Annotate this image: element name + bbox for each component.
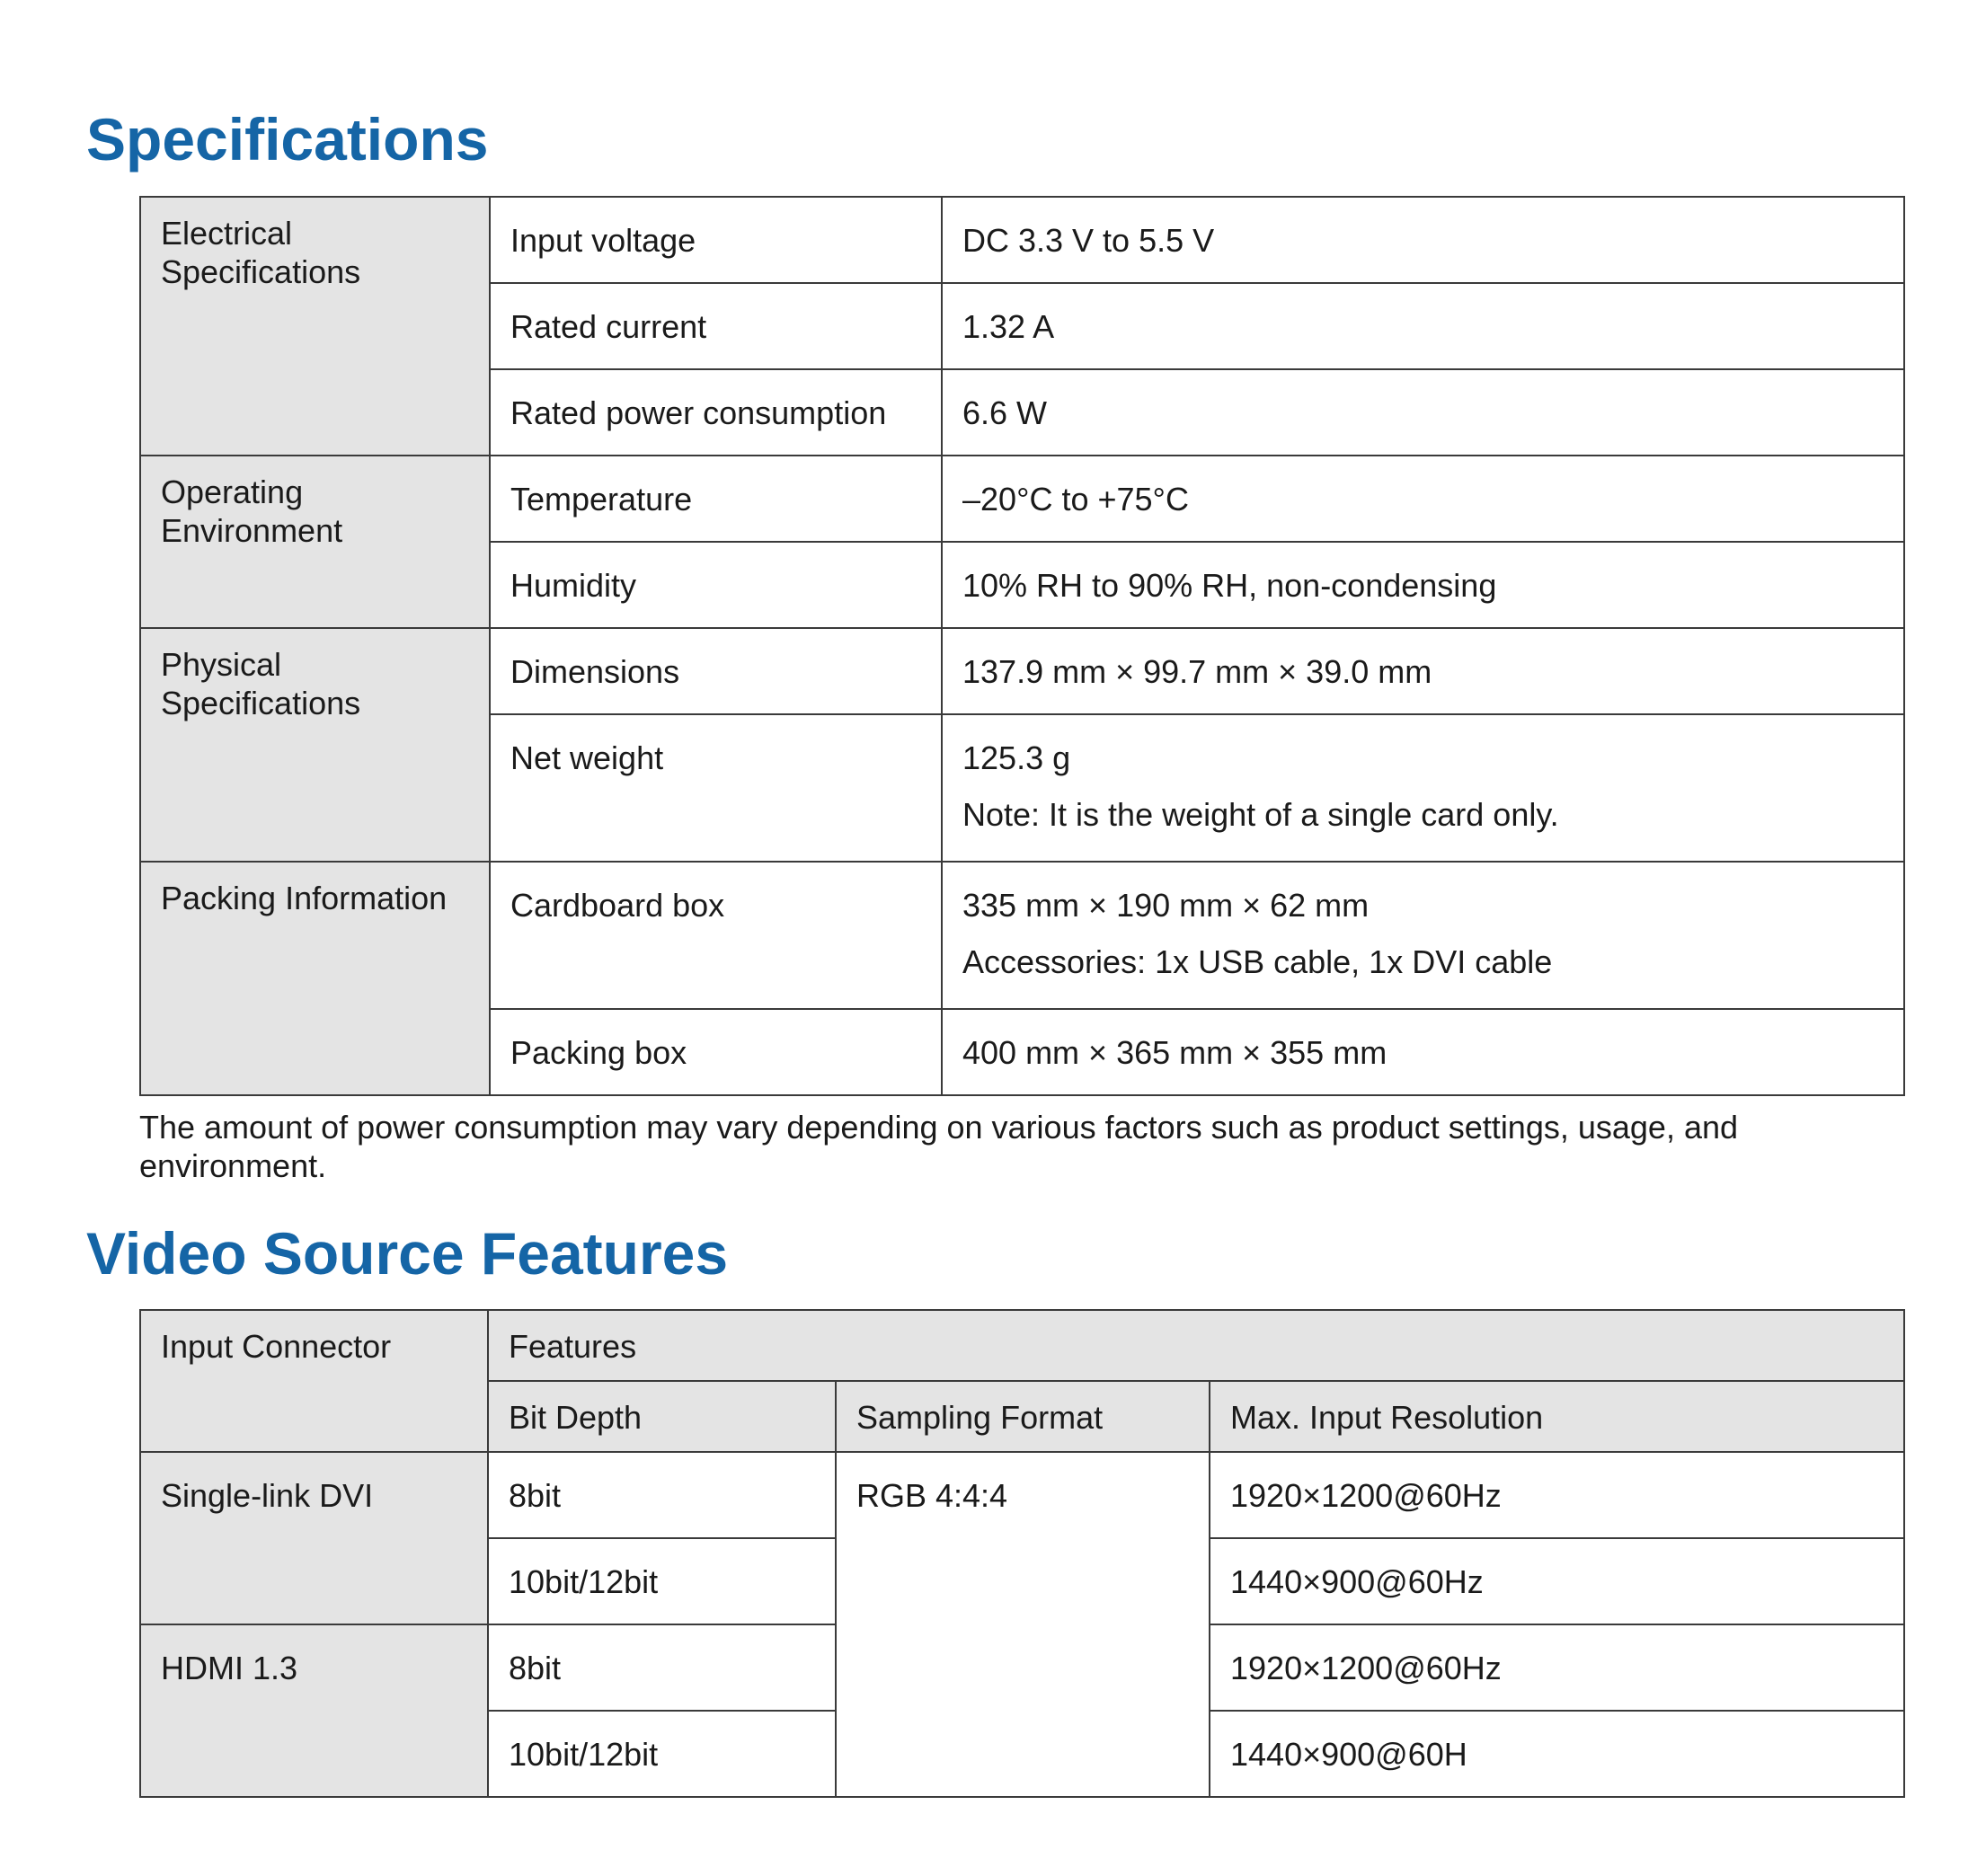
bit-depth-cell: 10bit/12bit [488, 1711, 836, 1797]
value-note: Note: It is the weight of a single card only. [962, 796, 1559, 834]
value-cell: DC 3.3 V to 5.5 V [942, 197, 1904, 283]
connector-hdmi: HDMI 1.3 [140, 1624, 488, 1797]
table-row [140, 862, 1904, 1009]
header-input-connector: Input Connector [140, 1310, 488, 1452]
sampling-format-cell: RGB 4:4:4 [836, 1452, 1210, 1797]
category-operating-environment [140, 456, 490, 628]
value-cell [942, 862, 1904, 1009]
specifications-heading: Specifications [86, 106, 489, 173]
category-packing [140, 862, 490, 1095]
value-cell: 1.32 A [942, 283, 1904, 369]
param-cell: Input voltage [490, 197, 942, 283]
table-header-row [140, 1310, 1904, 1381]
table-row [140, 1452, 1904, 1538]
param-cell: Packing box [490, 1009, 942, 1095]
value-cell: 400 mm × 365 mm × 355 mm [942, 1009, 1904, 1095]
resolution-cell: 1920×1200@60Hz [1210, 1452, 1904, 1538]
value-text: 125.3 g [962, 739, 1071, 776]
bit-depth-cell: 8bit [488, 1452, 836, 1538]
param-cell: Temperature [490, 456, 942, 542]
value-cell [942, 714, 1904, 862]
value-cell: 10% RH to 90% RH, non-condensing [942, 542, 1904, 628]
value-text: 335 mm × 190 mm × 62 mm [962, 887, 1370, 924]
category-label: Packing Information [161, 880, 448, 916]
param-cell: Humidity [490, 542, 942, 628]
power-footnote: The amount of power consumption may vary depending on various factors such as product settings, usage, and environment. [139, 1109, 1739, 1184]
header-max-input-resolution: Max. Input Resolution [1210, 1381, 1904, 1452]
specifications-table [139, 196, 1905, 1096]
param-cell: Net weight [490, 714, 942, 862]
resolution-cell: 1440×900@60H [1210, 1711, 1904, 1797]
param-cell: Rated power consumption [490, 369, 942, 456]
param-cell: Dimensions [490, 628, 942, 714]
value-cell: 137.9 mm × 99.7 mm × 39.0 mm [942, 628, 1904, 714]
header-bit-depth: Bit Depth [488, 1381, 836, 1452]
video-source-heading: Video Source Features [86, 1220, 729, 1287]
bit-depth-cell: 10bit/12bit [488, 1538, 836, 1624]
category-label: Electrical Specifications [161, 215, 361, 291]
table-row [140, 197, 1904, 283]
bit-depth-cell: 8bit [488, 1624, 836, 1711]
resolution-cell: 1440×900@60Hz [1210, 1538, 1904, 1624]
value-cell: 6.6 W [942, 369, 1904, 456]
table-row [140, 628, 1904, 714]
category-electrical [140, 197, 490, 456]
header-features: Features [488, 1310, 1904, 1381]
resolution-cell: 1920×1200@60Hz [1210, 1624, 1904, 1711]
value-cell: –20°C to +75°C [942, 456, 1904, 542]
param-cell: Rated current [490, 283, 942, 369]
video-source-table [139, 1309, 1905, 1798]
category-physical [140, 628, 490, 862]
value-note: Accessories: 1x USB cable, 1x DVI cable [962, 943, 1553, 981]
header-sampling-format: Sampling Format [836, 1381, 1210, 1452]
connector-dvi: Single-link DVI [140, 1452, 488, 1624]
category-label: Physical Specifications [161, 646, 361, 722]
param-cell: Cardboard box [490, 862, 942, 1009]
category-label: Operating Environment [161, 473, 343, 550]
table-row [140, 456, 1904, 542]
